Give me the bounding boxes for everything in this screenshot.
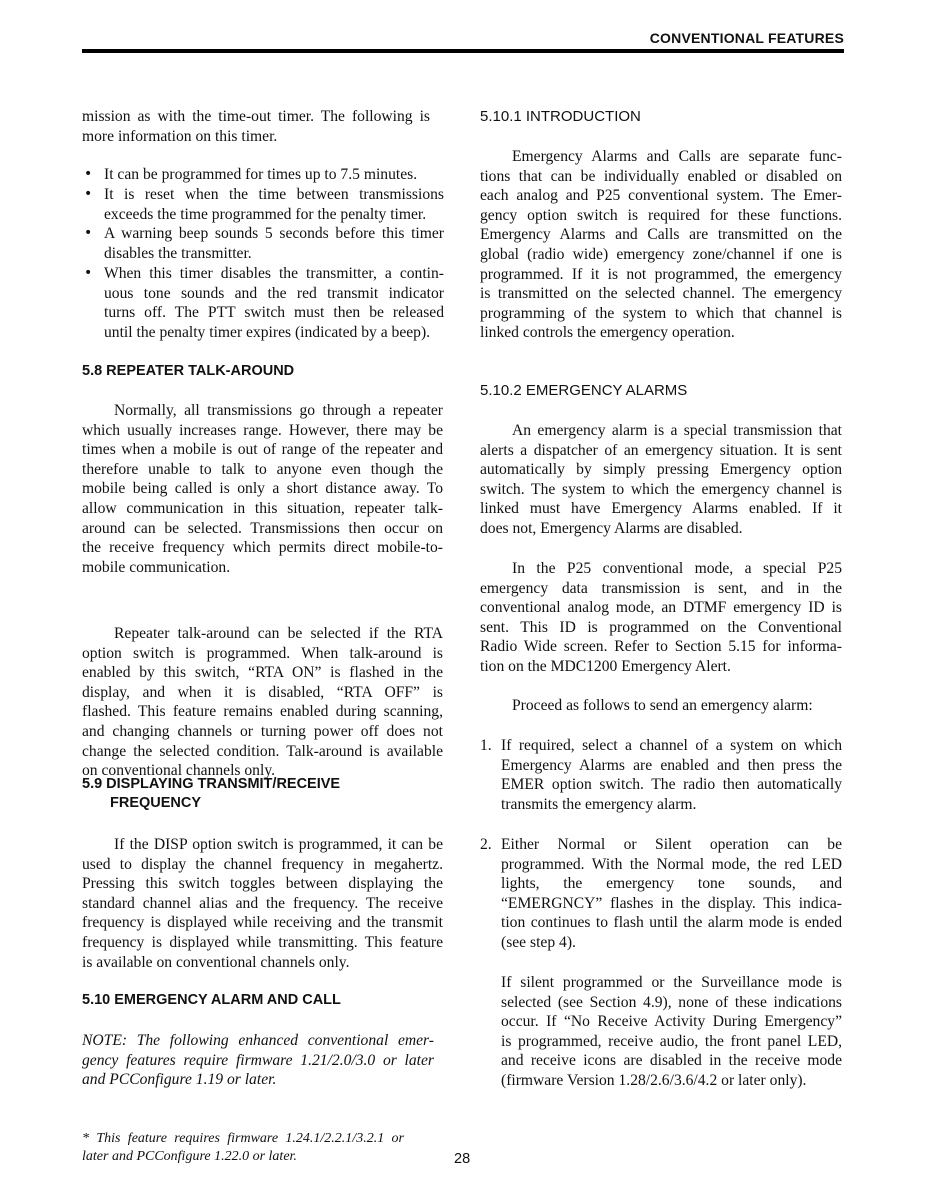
text-line: display, and when it is disabled, “RTA OFF” is	[82, 683, 443, 701]
section-heading-5-10-2: 5.10.2 EMERGENCY ALARMS	[480, 382, 688, 399]
text-line: is programmed, receive audio, the front panel LED,	[501, 1032, 842, 1050]
text-line: tions that can be individually enabled or disabled on	[480, 167, 842, 185]
text-line: transmits the emergency alarm.	[501, 795, 697, 813]
bullet-icon: •	[84, 166, 93, 182]
bullet-item	[104, 165, 444, 185]
text-line: * This feature requires firmware 1.24.1/2.2.1/3.2.1 or	[82, 1131, 404, 1146]
text-line: Proceed as follows to send an emergency alarm:	[512, 697, 813, 714]
text-line: more information on this timer.	[82, 127, 278, 145]
text-line: and receive icons are disabled in the receive mode	[501, 1052, 842, 1070]
text-line: option switch is programmed. When talk-around is	[82, 644, 443, 662]
text-line: lights, the emergency tone sounds, and	[501, 875, 842, 893]
text-line: Normally, all transmissions go through a repeater	[114, 402, 443, 419]
text-line: In the P25 conventional mode, a special P25	[512, 560, 842, 577]
text-line: If required, select a channel of a system on which	[501, 737, 842, 754]
text-line: If silent programmed or the Surveillance mode is	[501, 974, 842, 991]
text-line: Radio Wide screen. Refer to Section 5.15 for informa-	[480, 638, 842, 656]
text-line: is available on conventional channels only.	[82, 953, 350, 971]
text-line: uous tone sounds and the red transmit indicator	[104, 284, 444, 302]
text-line: (firmware Version 1.28/2.6/3.6/4.2 or later only).	[501, 1071, 807, 1089]
text-line: is transmitted on the selected channel. The emergency	[480, 285, 842, 303]
text-line: on conventional channels only.	[82, 762, 275, 780]
footnote	[82, 1130, 404, 1166]
text-line: conventional analog mode, an DTMF emergency ID is	[480, 599, 842, 617]
text-line: enabled by this switch, “RTA ON” is flashed in the	[82, 664, 443, 682]
paragraph	[82, 624, 443, 781]
section-heading-5-9: 5.9 DISPLAYING TRANSMIT/RECEIVE	[82, 776, 341, 792]
section-heading-5-10-1: 5.10.1 INTRODUCTION	[480, 108, 641, 125]
text-line: standard channel alias and the frequency. The receive	[82, 894, 443, 912]
text-line: linked must have Emergency Alarms enabled. If it	[480, 500, 842, 518]
text-line: (see step 4).	[501, 933, 576, 951]
bullet-icon: •	[84, 225, 93, 241]
text-line: gency option switch is required for these functions.	[480, 206, 842, 224]
bullet-icon: •	[84, 186, 93, 202]
text-line: switch. The system to which the emergency channel is	[480, 480, 842, 498]
text-line: programmed. If it is not programmed, the emergency	[480, 265, 842, 283]
paragraph	[480, 559, 842, 677]
text-line: turns off. The PTT switch must then be released	[104, 304, 444, 322]
text-line: the receive frequency which permits direct mobile-to-	[82, 539, 443, 557]
text-line: around can be selected. Transmissions then occur on	[82, 519, 443, 537]
text-line: tion on the MDC1200 Emergency Alert.	[480, 657, 731, 675]
bullet-item	[104, 264, 444, 342]
paragraph	[501, 973, 842, 1091]
text-line: gency features require firmware 1.21/2.0/3.0 or later	[82, 1051, 434, 1069]
step-number: 1.	[480, 737, 492, 754]
text-line: automatically by simply pressing Emergency option	[480, 461, 842, 479]
page-number: 28	[454, 1151, 471, 1167]
text-line: until the penalty timer expires (indicated by a beep).	[104, 323, 431, 341]
text-line: disables the transmitter.	[104, 244, 252, 262]
text-line: programmed. With the Normal mode, the red LED	[501, 855, 842, 873]
section-heading-5-9-cont: FREQUENCY	[110, 795, 202, 811]
text-line: Emergency Alarms and Calls are transmitted on the	[480, 226, 842, 244]
text-line: tion continues to flash until the alarm mode is ended	[501, 914, 842, 932]
text-line: programming of the system to which that channel is	[480, 304, 842, 322]
text-line: alerts a dispatcher of an emergency situation. It is sent	[480, 441, 842, 459]
text-line: It is reset when the time between transmissions	[104, 186, 444, 203]
text-line: each analog and P25 conventional system. The Emer-	[480, 187, 842, 205]
paragraph	[480, 696, 842, 716]
note	[82, 1031, 434, 1090]
text-line: Repeater talk-around can be selected if the RTA	[114, 625, 443, 642]
text-line: later and PCConfigure 1.22.0 or later.	[82, 1149, 297, 1164]
text-line: times when a mobile is out of range of the repeater and	[82, 441, 443, 459]
bullet-item	[104, 224, 444, 263]
text-line: and changing channels or turning power off does not	[82, 722, 443, 740]
paragraph	[480, 147, 842, 343]
text-line: therefore unable to talk to anyone even though the	[82, 460, 443, 478]
intro-paragraph	[82, 107, 430, 146]
text-line: selected (see Section 4.9), none of these indications	[501, 993, 842, 1011]
text-line: used to display the channel frequency in megahertz.	[82, 855, 443, 873]
bullet-item	[104, 185, 444, 224]
text-line: frequency is displayed while transmitting. This feature	[82, 933, 443, 951]
paragraph	[480, 421, 842, 539]
running-header: CONVENTIONAL FEATURES	[649, 30, 844, 46]
header-rule	[82, 49, 844, 53]
text-line: Emergency Alarms are enabled and then press the	[501, 756, 842, 774]
text-line: NOTE: The following enhanced conventional emer-	[82, 1032, 434, 1049]
section-heading-5-10: 5.10 EMERGENCY ALARM AND CALL	[82, 992, 341, 1008]
text-line: Emergency Alarms and Calls are separate func-	[512, 148, 842, 165]
text-line: emergency data transmission is sent, and in the	[480, 579, 842, 597]
text-line: does not, Emergency Alarms are disabled.	[480, 519, 743, 537]
text-line: change the selected condition. Talk-around is available	[82, 742, 443, 760]
text-line: Pressing this switch toggles between displaying the	[82, 875, 443, 893]
text-line: An emergency alarm is a special transmission that	[512, 422, 842, 439]
paragraph	[82, 401, 443, 577]
paragraph	[82, 835, 443, 972]
bullet-icon: •	[84, 265, 93, 281]
text-line: and PCConfigure 1.19 or later.	[82, 1071, 277, 1089]
text-line: which usually increases range. However, there may be	[82, 421, 443, 439]
text-line: allow communication in this situation, repeater talk-	[82, 499, 443, 517]
text-line: occur. If “No Receive Activity During Emergency”	[501, 1013, 842, 1031]
text-line: global (radio wide) emergency zone/channel if one is	[480, 245, 842, 263]
text-line: A warning beep sounds 5 seconds before this timer	[104, 225, 444, 242]
text-line: frequency is displayed while receiving and the transmit	[82, 914, 443, 932]
text-line: When this timer disables the transmitter, a contin-	[104, 265, 444, 282]
text-line: sent. This ID is programmed on the Conventional	[480, 618, 842, 636]
text-line: flashed. This feature remains enabled during scanning,	[82, 703, 443, 721]
text-line: “EMERGNCY” flashes in the display. This indica-	[501, 894, 842, 912]
text-line: EMER option switch. The radio then automatically	[501, 776, 842, 794]
step-item	[501, 736, 842, 814]
text-line: If the DISP option switch is programmed, it can be	[114, 836, 443, 853]
text-line: Either Normal or Silent operation can be	[501, 836, 842, 853]
section-heading-5-8: 5.8 REPEATER TALK-AROUND	[82, 363, 295, 379]
text-line: exceeds the time programmed for the penalty timer.	[104, 205, 427, 223]
step-item	[501, 835, 842, 953]
step-number: 2.	[480, 836, 492, 853]
text-line: It can be programmed for times up to 7.5 minutes.	[104, 166, 418, 183]
text-line: mobile communication.	[82, 558, 231, 576]
text-line: linked controls the emergency operation.	[480, 324, 735, 342]
text-line: mobile being called is only a short distance away. To	[82, 480, 443, 498]
text-line: mission as with the time-out timer. The following is	[82, 108, 430, 125]
